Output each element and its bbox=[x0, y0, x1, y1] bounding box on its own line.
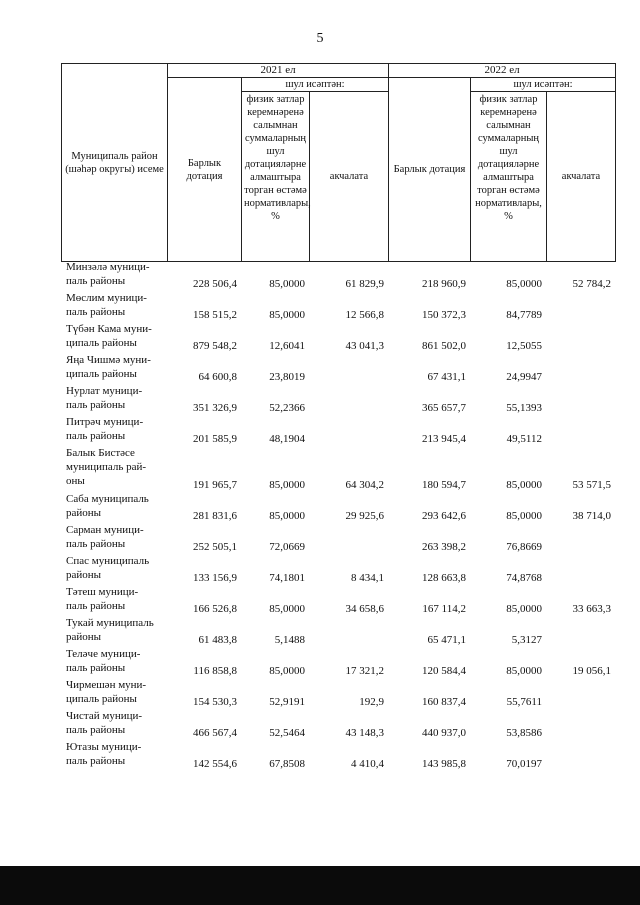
municipality-name-line: паль районы bbox=[66, 275, 126, 287]
total-2021-cell: 133 156,9 bbox=[193, 572, 237, 584]
municipality-name-line: Чирмешән муни- bbox=[66, 679, 147, 691]
norm-2022-cell: 85,0000 bbox=[506, 278, 542, 290]
norm-2021-cell: 85,0000 bbox=[269, 510, 305, 522]
municipality-name bbox=[61, 291, 167, 322]
municipality-name-line: муниципаль рай- bbox=[66, 461, 147, 473]
advance-2021-cell bbox=[309, 415, 388, 446]
total-2021-cell: 154 530,3 bbox=[193, 696, 237, 708]
advance-2022-cell bbox=[546, 554, 615, 585]
norm-2021-cell: 74,1801 bbox=[269, 572, 305, 584]
table-row bbox=[61, 322, 615, 353]
norm-2022-cell: 85,0000 bbox=[506, 603, 542, 615]
norm-2022-cell: 84,7789 bbox=[506, 309, 542, 321]
advance-2021-cell: 61 829,9 bbox=[345, 278, 384, 290]
municipality-name-line: ципаль районы bbox=[66, 368, 137, 380]
table-row bbox=[61, 616, 615, 647]
table-header bbox=[61, 63, 616, 262]
total-2022-cell: 263 398,2 bbox=[422, 541, 466, 553]
municipality-name bbox=[61, 446, 167, 492]
norm-2021-cell: 52,9191 bbox=[269, 696, 305, 708]
table-row bbox=[61, 585, 615, 616]
total-2022-cell: 150 372,3 bbox=[422, 309, 466, 321]
norm-2021-cell: 5,1488 bbox=[274, 634, 305, 646]
norm-2021-cell: 85,0000 bbox=[269, 603, 305, 615]
norm-2022-cell: 85,0000 bbox=[506, 479, 542, 491]
advance-2021-cell: 43 041,3 bbox=[345, 340, 384, 352]
advance-2022-cell: 33 663,3 bbox=[572, 603, 611, 615]
total-2021-cell: 351 326,9 bbox=[193, 402, 237, 414]
table-row bbox=[61, 260, 615, 291]
norm-2021-cell: 85,0000 bbox=[269, 479, 305, 491]
total-2021-cell: 116 858,8 bbox=[193, 665, 237, 677]
table-row bbox=[61, 740, 615, 771]
scan-edge-bar bbox=[0, 866, 640, 905]
municipality-name-line: Питрәч муници- bbox=[66, 416, 144, 428]
advance-2021-cell: 192,9 bbox=[359, 696, 384, 708]
advance-2021-cell bbox=[309, 616, 388, 647]
municipality-name-line: паль районы bbox=[66, 724, 126, 736]
total-2022-cell: 218 960,9 bbox=[422, 278, 466, 290]
advance-2021-cell: 12 566,8 bbox=[345, 309, 384, 321]
municipality-name bbox=[61, 260, 167, 291]
advance-2021-cell bbox=[309, 523, 388, 554]
norm-2022-cell: 12,5055 bbox=[506, 340, 542, 352]
norm-2022-cell: 53,8586 bbox=[506, 727, 542, 739]
total-2021-cell: 166 526,8 bbox=[193, 603, 237, 615]
advance-2021-cell: 43 148,3 bbox=[345, 727, 384, 739]
total-2021-cell: 64 600,8 bbox=[198, 371, 237, 383]
advance-2021-cell bbox=[309, 353, 388, 384]
municipality-name bbox=[61, 647, 167, 678]
municipality-name-line: ципаль районы bbox=[66, 337, 137, 349]
table-row bbox=[61, 523, 615, 554]
total-2021-cell: 466 567,4 bbox=[193, 727, 237, 739]
table-row bbox=[61, 647, 615, 678]
municipality-name-line: Чистай муници- bbox=[66, 710, 143, 722]
header-municipality: Муниципаль район (шәһәр округы) исеме bbox=[62, 64, 168, 262]
advance-2022-cell bbox=[546, 353, 615, 384]
total-2022-cell: 120 584,4 bbox=[422, 665, 466, 677]
header-advance-2021: акчалата bbox=[310, 92, 389, 262]
municipality-name-line: Яңа Чишмә муни- bbox=[66, 354, 151, 366]
advance-2022-cell bbox=[546, 740, 615, 771]
table-row bbox=[61, 554, 615, 585]
advance-2022-cell bbox=[546, 523, 615, 554]
advance-2022-cell: 52 784,2 bbox=[572, 278, 611, 290]
norm-2021-cell: 72,0669 bbox=[269, 541, 305, 553]
municipality-name bbox=[61, 554, 167, 585]
municipality-name bbox=[61, 523, 167, 554]
header-year-2021: 2021 ел bbox=[168, 64, 389, 78]
norm-2022-cell: 70,0197 bbox=[506, 758, 542, 770]
total-2022-cell: 293 642,6 bbox=[422, 510, 466, 522]
municipality-name-line: оны bbox=[66, 475, 85, 487]
municipality-name bbox=[61, 492, 167, 523]
header-advance-2022: акчалата bbox=[547, 92, 616, 262]
header-norm-2021: физик затлар керемнәренә салымнан суммаларның шул дотацияләрне алмаштыра торган өстәмә нормативлары, % bbox=[242, 92, 310, 262]
municipality-name-line: Балык Бистәсе bbox=[66, 447, 135, 459]
municipality-name-line: Ютазы муници- bbox=[66, 741, 142, 753]
table-row bbox=[61, 678, 615, 709]
total-2022-cell: 128 663,8 bbox=[422, 572, 466, 584]
advance-2021-cell: 29 925,6 bbox=[345, 510, 384, 522]
municipality-name-line: Теләче муници- bbox=[66, 648, 141, 660]
norm-2021-cell: 52,2366 bbox=[269, 402, 305, 414]
total-2022-cell: 861 502,0 bbox=[422, 340, 466, 352]
advance-2022-cell: 19 056,1 bbox=[572, 665, 611, 677]
total-2021-cell: 61 483,8 bbox=[198, 634, 237, 646]
data-table bbox=[61, 260, 615, 771]
advance-2022-cell bbox=[546, 384, 615, 415]
total-2022-cell: 160 837,4 bbox=[422, 696, 466, 708]
norm-2022-cell: 74,8768 bbox=[506, 572, 542, 584]
municipality-name bbox=[61, 740, 167, 771]
municipality-name-line: Нурлат муници- bbox=[66, 385, 143, 397]
norm-2021-cell: 85,0000 bbox=[269, 665, 305, 677]
municipality-name-line: Түбән Кама муни- bbox=[66, 323, 152, 335]
norm-2022-cell: 55,7611 bbox=[506, 696, 542, 708]
page-number: 5 bbox=[316, 31, 324, 46]
header-total-2022: Барлык дотация bbox=[389, 78, 471, 262]
table-row bbox=[61, 291, 615, 322]
municipality-name-line: Тәтеш муници- bbox=[66, 586, 139, 598]
advance-2022-cell: 38 714,0 bbox=[572, 510, 611, 522]
municipality-name-line: Сарман муници- bbox=[66, 524, 144, 536]
municipality-name-line: паль районы bbox=[66, 662, 126, 674]
norm-2022-cell: 49,5112 bbox=[506, 433, 542, 445]
municipality-name bbox=[61, 709, 167, 740]
total-2022-cell: 67 431,1 bbox=[427, 371, 466, 383]
total-2021-cell: 228 506,4 bbox=[193, 278, 237, 290]
total-2021-cell: 252 505,1 bbox=[193, 541, 237, 553]
table-row bbox=[61, 384, 615, 415]
norm-2021-cell: 12,6041 bbox=[269, 340, 305, 352]
total-2021-cell: 281 831,6 bbox=[193, 510, 237, 522]
municipality-name bbox=[61, 384, 167, 415]
total-2022-cell: 167 114,2 bbox=[422, 603, 466, 615]
table-row bbox=[61, 492, 615, 523]
advance-2021-cell: 17 321,2 bbox=[345, 665, 384, 677]
municipality-name-line: Тукай муниципаль bbox=[66, 617, 154, 629]
advance-2022-cell bbox=[546, 709, 615, 740]
total-2021-cell: 191 965,7 bbox=[193, 479, 237, 491]
municipality-name-line: районы bbox=[66, 507, 102, 519]
table-row bbox=[61, 415, 615, 446]
municipality-name bbox=[61, 585, 167, 616]
norm-2022-cell: 55,1393 bbox=[506, 402, 542, 414]
total-2021-cell: 201 585,9 bbox=[193, 433, 237, 445]
municipality-name-line: Саба муниципаль bbox=[66, 493, 149, 505]
total-2022-cell: 213 945,4 bbox=[422, 433, 466, 445]
municipality-name-line: паль районы bbox=[66, 430, 126, 442]
header-including-2021: шул исәптән: bbox=[242, 78, 389, 92]
total-2021-cell: 158 515,2 bbox=[193, 309, 237, 321]
table-row bbox=[61, 446, 615, 492]
municipality-name-line: паль районы bbox=[66, 600, 126, 612]
municipality-name-line: районы bbox=[66, 631, 102, 643]
total-2022-cell: 65 471,1 bbox=[427, 634, 466, 646]
advance-2021-cell: 34 658,6 bbox=[345, 603, 384, 615]
advance-2021-cell bbox=[309, 384, 388, 415]
municipality-name bbox=[61, 353, 167, 384]
norm-2021-cell: 67,8508 bbox=[269, 758, 305, 770]
header-total-2021: Барлык дотация bbox=[168, 78, 242, 262]
municipality-name-line: паль районы bbox=[66, 306, 126, 318]
advance-2022-cell bbox=[546, 415, 615, 446]
municipality-name-line: Спас муниципаль bbox=[66, 555, 150, 567]
header-norm-2022: физик затлар керемнәренә салымнан суммаларның шул дотацияләрне алмаштыра торган өстәмә нормативлары, % bbox=[471, 92, 547, 262]
municipality-name-line: паль районы bbox=[66, 538, 126, 550]
advance-2022-cell bbox=[546, 616, 615, 647]
advance-2021-cell: 8 434,1 bbox=[351, 572, 384, 584]
norm-2022-cell: 85,0000 bbox=[506, 510, 542, 522]
advance-2021-cell: 64 304,2 bbox=[345, 479, 384, 491]
total-2022-cell: 143 985,8 bbox=[422, 758, 466, 770]
total-2021-cell: 879 548,2 bbox=[193, 340, 237, 352]
header-including-2022: шул исәптән: bbox=[471, 78, 616, 92]
advance-2022-cell bbox=[546, 322, 615, 353]
advance-2021-cell: 4 410,4 bbox=[351, 758, 384, 770]
municipality-name-line: Мөслим муници- bbox=[66, 292, 147, 304]
norm-2021-cell: 85,0000 bbox=[269, 278, 305, 290]
advance-2022-cell bbox=[546, 678, 615, 709]
advance-2022-cell bbox=[546, 291, 615, 322]
norm-2021-cell: 23,8019 bbox=[269, 371, 305, 383]
municipality-name bbox=[61, 415, 167, 446]
norm-2022-cell: 24,9947 bbox=[506, 371, 542, 383]
total-2022-cell: 440 937,0 bbox=[422, 727, 466, 739]
municipality-name-line: районы bbox=[66, 569, 102, 581]
norm-2022-cell: 85,0000 bbox=[506, 665, 542, 677]
municipality-name bbox=[61, 616, 167, 647]
total-2021-cell: 142 554,6 bbox=[193, 758, 237, 770]
norm-2022-cell: 5,3127 bbox=[511, 634, 542, 646]
norm-2021-cell: 85,0000 bbox=[269, 309, 305, 321]
header-year-2022: 2022 ел bbox=[389, 64, 616, 78]
table-row bbox=[61, 353, 615, 384]
municipality-name-line: ципаль районы bbox=[66, 693, 137, 705]
norm-2021-cell: 52,5464 bbox=[269, 727, 305, 739]
municipality-name-line: Минзәлә муници- bbox=[66, 261, 150, 273]
municipality-name-line: паль районы bbox=[66, 755, 126, 767]
advance-2022-cell: 53 571,5 bbox=[572, 479, 611, 491]
municipality-name bbox=[61, 322, 167, 353]
municipality-name bbox=[61, 678, 167, 709]
municipality-name-line: паль районы bbox=[66, 399, 126, 411]
total-2022-cell: 180 594,7 bbox=[422, 479, 466, 491]
table-row bbox=[61, 709, 615, 740]
norm-2021-cell: 48,1904 bbox=[269, 433, 305, 445]
norm-2022-cell: 76,8669 bbox=[506, 541, 542, 553]
total-2022-cell: 365 657,7 bbox=[422, 402, 466, 414]
